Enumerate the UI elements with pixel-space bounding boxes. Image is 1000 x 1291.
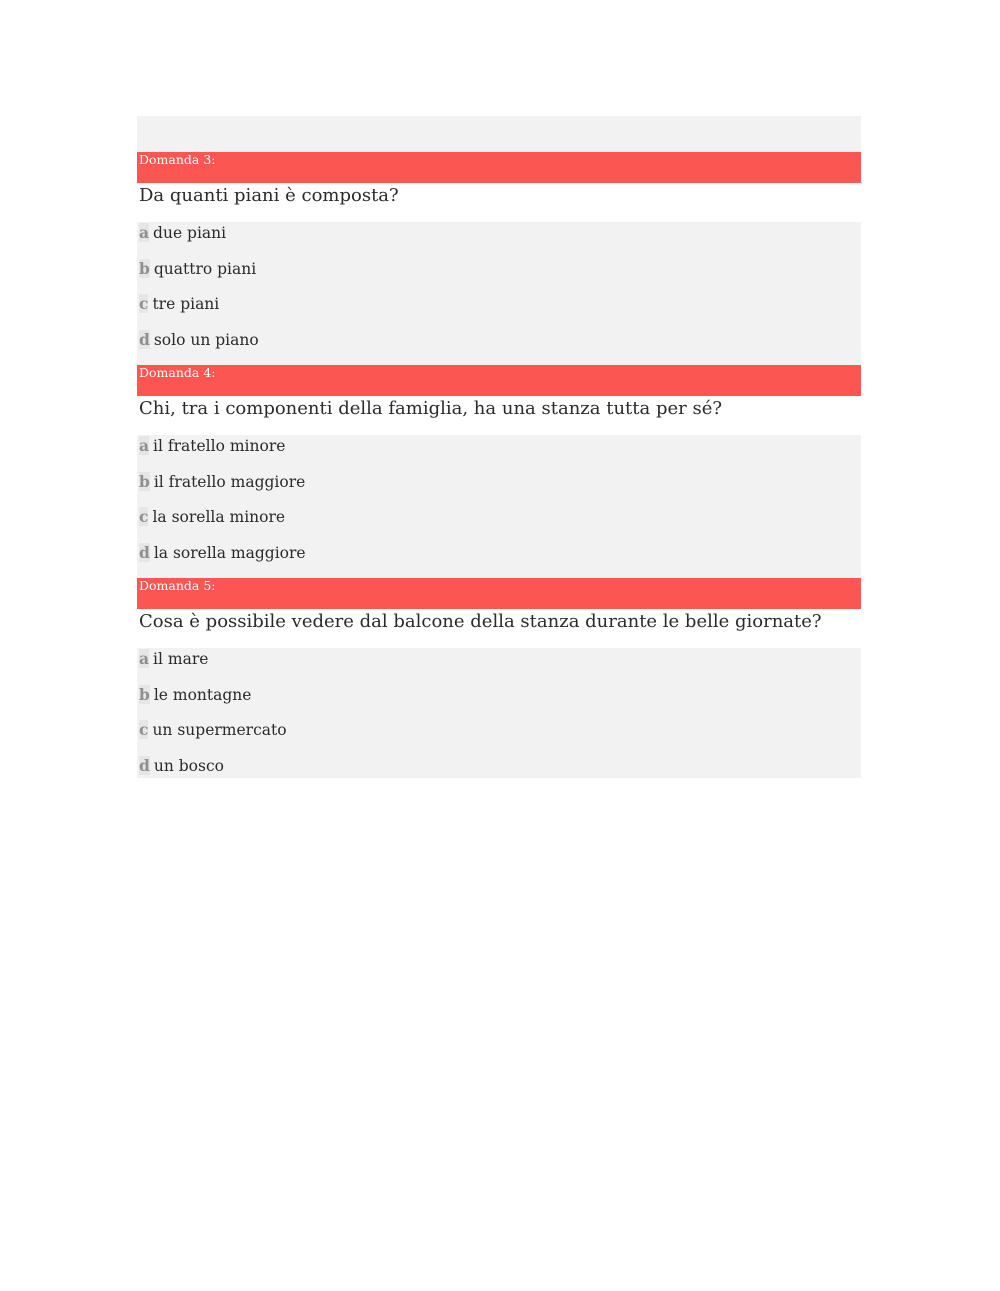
question-text: Cosa è possibile vedere dal balcone della stanza durante le belle giornate? [137,609,861,648]
question-header: Domanda 5: [137,578,861,609]
answer-option-d[interactable] [137,755,861,791]
answer-letter: b [139,471,150,491]
answer-letter: a [139,649,150,668]
answer-text: solo un piano [153,330,259,349]
answer-text: il mare [153,650,209,668]
answer-letter: a [139,436,150,455]
answer-list [137,435,861,578]
answer-letter: c [139,507,149,527]
question-header: Domanda 4: [137,365,861,396]
answer-text: un bosco [153,756,224,775]
answer-list [137,222,861,365]
answer-text: la sorella maggiore [153,543,306,562]
answer-option-c[interactable] [137,293,861,329]
question-header: Domanda 3: [137,152,861,183]
answer-text: due piani [153,224,227,242]
answer-option-b[interactable] [137,684,861,720]
answer-text: la sorella minore [152,508,286,527]
answer-letter: a [139,223,150,242]
answer-option-c[interactable] [137,719,861,755]
answer-option-d[interactable] [137,329,861,365]
answer-letter: d [139,755,150,775]
answer-letter: c [139,294,149,314]
answer-list [137,648,861,778]
answer-option-a[interactable] [137,648,861,684]
question-block-5 [137,578,861,778]
answer-letter: b [139,684,150,704]
answer-letter: d [139,542,150,562]
question-block-3 [137,152,861,365]
answer-option-a[interactable] [137,435,861,471]
answer-text: il fratello maggiore [153,472,306,491]
answer-text: un supermercato [152,721,287,740]
question-block-4 [137,365,861,578]
answer-option-a[interactable] [137,222,861,258]
answer-letter: c [139,720,149,740]
question-text: Chi, tra i componenti della famiglia, ha una stanza tutta per sé? [137,396,861,435]
answer-option-b[interactable] [137,471,861,507]
top-band [137,116,861,152]
answer-text: quattro piani [153,259,257,278]
answer-text: le montagne [153,685,252,704]
answer-letter: b [139,258,150,278]
answer-option-c[interactable] [137,506,861,542]
answer-option-b[interactable] [137,258,861,294]
quiz-sheet [137,116,861,778]
answer-text: tre piani [152,295,220,314]
answer-text: il fratello minore [153,437,286,455]
answer-option-d[interactable] [137,542,861,578]
question-text: Da quanti piani è composta? [137,183,861,222]
answer-letter: d [139,329,150,349]
